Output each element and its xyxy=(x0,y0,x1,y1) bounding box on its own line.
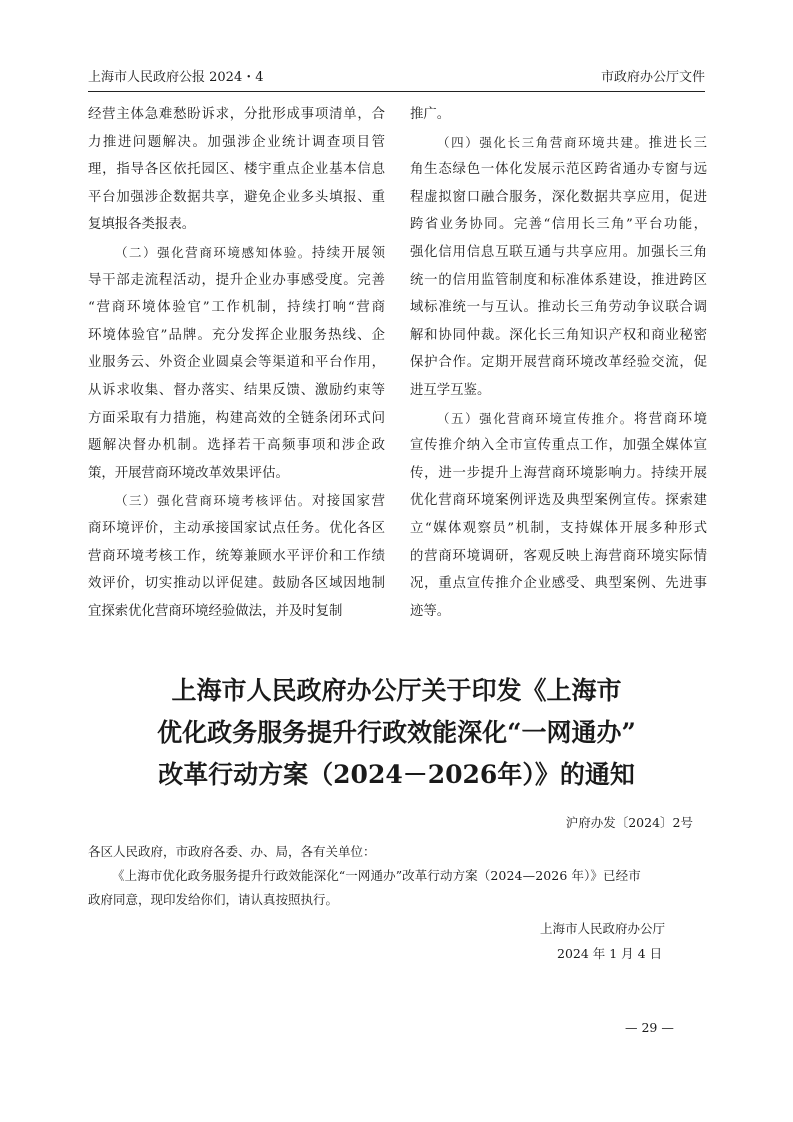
line-text: 立“媒体观察员”机制，支持媒体开展多种形式 xyxy=(410,520,707,536)
line-text: 优化营商环境案例评选及典型案例宣传。探索建 xyxy=(410,493,707,509)
line-text: 推广。 xyxy=(410,107,451,122)
paragraph-line xyxy=(410,129,707,157)
paragraph-line xyxy=(88,405,385,433)
line-text: 持续开展领 xyxy=(311,245,385,261)
paragraph-line xyxy=(88,515,385,543)
paragraph-line xyxy=(88,156,385,184)
issuer: 上海市人民政府办公厅 xyxy=(540,921,666,936)
paragraph-line xyxy=(410,570,707,598)
notice-body-cont: 政府同意，现印发给你们，请认真按照执行。 xyxy=(88,892,339,907)
paragraph-line xyxy=(88,570,385,598)
line-text: 导干部走流程活动，提升企业办事感受度。完善 xyxy=(88,272,385,288)
paragraph-line xyxy=(410,184,707,212)
issue-date: 2024 年 1 月 4 日 xyxy=(557,946,663,961)
line-text: 角生态绿色一体化发展示范区跨省通办专窗与远 xyxy=(410,162,707,178)
line-text: 的营商环境调研，客观反映上海营商环境实际情 xyxy=(410,548,707,564)
line-text: 推进长三 xyxy=(648,135,707,151)
line-text: 力推进问题解决。加强涉企业统计调查项目管 xyxy=(88,134,385,150)
line-text: 理，指导各区依托园区、楼宇重点企业基本信息 xyxy=(88,162,385,178)
journal-header: 上海市人民政府公报 2024・4 xyxy=(88,70,264,85)
line-text: 程虚拟窗口融合服务，深化数据共享应用，促进 xyxy=(410,189,707,205)
line-text: 况，重点宣传推介企业感受、典型案例、先进事 xyxy=(410,576,707,592)
line-text: 统一的信用监管制度和标准体系建设，推进跨区 xyxy=(410,272,707,288)
paragraph-line xyxy=(410,543,707,571)
title-line: 优化政务服务提升行政效能深化“一网通办” xyxy=(157,718,636,747)
document-number: 沪府办发〔2024〕2号 xyxy=(565,815,693,830)
section-heading: （三）强化营商环境考核评估。 xyxy=(115,493,312,509)
line-text: 复填报各类报表。 xyxy=(88,217,196,233)
paragraph-line xyxy=(410,405,707,433)
line-text: 从诉求收集、督办落实、结果反馈、激励约束等 xyxy=(88,382,385,398)
left-column xyxy=(88,101,385,625)
paragraph-line xyxy=(410,487,707,515)
line-text: 宜探索优化营商环境经验做法，并及时复制 xyxy=(88,603,343,619)
line-text: 营商环境考核工作，统筹兼顾水平评价和工作绩 xyxy=(88,548,385,564)
header-rule xyxy=(88,91,705,92)
paragraph-line xyxy=(88,598,385,626)
section-heading: （五）强化营商环境宣传推介。 xyxy=(437,410,634,426)
line-text: 强化信用信息互联互通与共享应用。加强长三角 xyxy=(410,244,707,260)
line-text: 经营主体急难愁盼诉求，分批形成事项清单，合 xyxy=(88,107,385,122)
paragraph-line xyxy=(410,211,707,239)
paragraph-line xyxy=(88,101,385,129)
paragraph-line xyxy=(88,267,385,295)
line-text: 题解决督办机制。选择若干高频事项和涉企政 xyxy=(88,438,385,454)
addressee: 各区人民政府，市政府各委、办、局，各有关单位： xyxy=(88,844,376,859)
paragraph-line xyxy=(410,294,707,322)
notice-body: 《上海市优化政务服务提升行政效能深化“一网通办”改革行动方案（2024—2026 年）》已经市 xyxy=(112,868,641,883)
paragraph-line xyxy=(88,294,385,322)
paragraph-line xyxy=(410,239,707,267)
section-heading: （四）强化长三角营商环境共建。 xyxy=(437,134,649,150)
paragraph-line xyxy=(88,377,385,405)
line-text: 解和协同仲裁。深化长三角知识产权和商业秘密 xyxy=(410,327,707,343)
title-line: 改革行动方案（2024－2026年）》的通知 xyxy=(158,760,635,789)
paragraph-line xyxy=(410,156,707,184)
paragraph-line xyxy=(410,377,707,405)
paragraph-line xyxy=(410,101,707,129)
line-text: 保护合作。定期开展营商环境改革经验交流，促 xyxy=(410,355,707,371)
paragraph-line xyxy=(410,460,707,488)
section-heading: （二）强化营商环境感知体验。 xyxy=(115,244,312,260)
line-text: 域标准统一与互认。推动长三角劳动争议联合调 xyxy=(410,300,707,316)
paragraph-line xyxy=(410,598,707,626)
line-text: 对接国家营 xyxy=(311,494,385,510)
line-text: 宣传推介纳入全市宣传重点工作，加强全媒体宣 xyxy=(410,438,707,454)
paragraph-line xyxy=(88,543,385,571)
page-number: — 29 — xyxy=(625,1020,674,1035)
paragraph-line xyxy=(410,267,707,295)
section-header: 市政府办公厅文件 xyxy=(600,70,705,85)
paragraph-line xyxy=(88,184,385,212)
line-text: 平台加强涉企数据共享，避免企业多头填报、重 xyxy=(88,189,385,205)
paragraph-line xyxy=(88,432,385,460)
line-text: 将营商环境 xyxy=(633,411,707,427)
paragraph-line xyxy=(410,432,707,460)
line-text: 跨省业务协同。完善“信用长三角”平台功能， xyxy=(410,217,707,233)
paragraph-line xyxy=(410,322,707,350)
paragraph-line xyxy=(88,487,385,515)
line-text: 商环境评价，主动承接国家试点任务。优化各区 xyxy=(88,520,385,536)
line-text: “营商环境体验官”工作机制，持续打响“营商 xyxy=(88,300,385,316)
line-text: 迹等。 xyxy=(410,603,451,619)
line-text: 环境体验官”品牌。充分发挥企业服务热线、企 xyxy=(88,327,385,343)
paragraph-line xyxy=(88,211,385,239)
paragraph-line xyxy=(410,515,707,543)
title-line: 上海市人民政府办公厅关于印发《上海市 xyxy=(171,676,622,705)
line-text: 进互学互鉴。 xyxy=(410,382,491,398)
right-column xyxy=(410,101,707,625)
line-text: 策，开展营商环境改革效果评估。 xyxy=(88,465,289,481)
paragraph-line xyxy=(88,129,385,157)
paragraph-line xyxy=(88,239,385,267)
paragraph-line xyxy=(88,322,385,350)
line-text: 效评价，切实推动以评促建。鼓励各区域因地制 xyxy=(88,576,385,592)
paragraph-line xyxy=(88,349,385,377)
notice-title xyxy=(0,670,793,796)
line-text: 业服务云、外资企业圆桌会等渠道和平台作用， xyxy=(88,355,385,371)
line-text: 传，进一步提升上海营商环境影响力。持续开展 xyxy=(410,465,707,481)
paragraph-line xyxy=(88,460,385,488)
paragraph-line xyxy=(410,349,707,377)
line-text: 方面采取有力措施，构建高效的全链条闭环式问 xyxy=(88,410,385,426)
